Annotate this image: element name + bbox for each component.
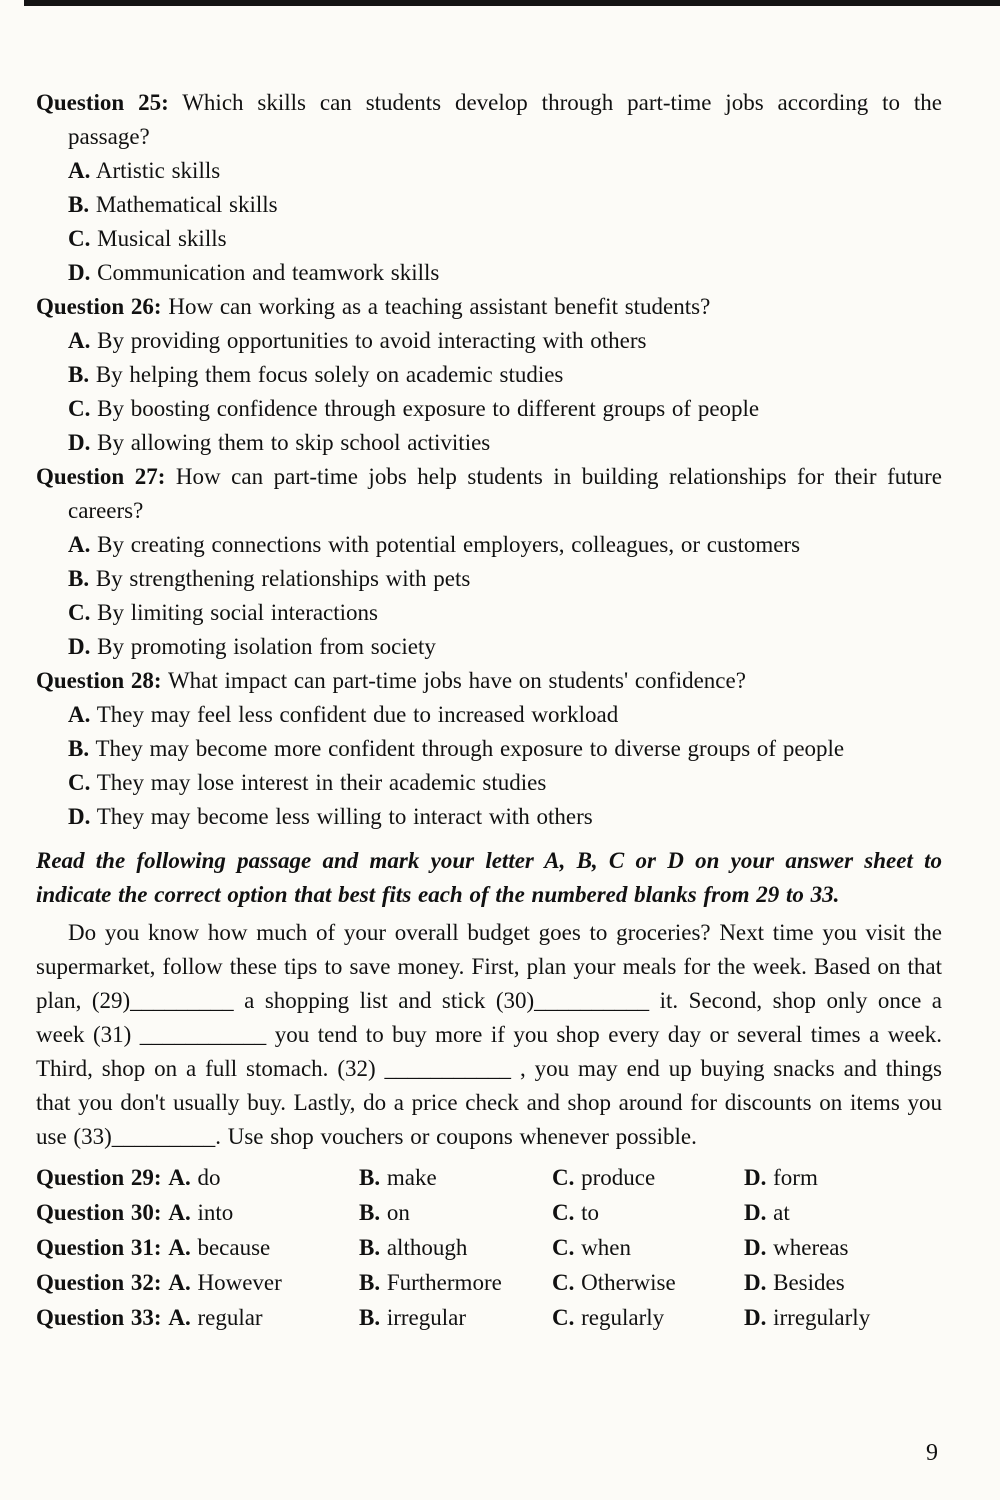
option-text: whereas [773,1235,849,1260]
option-letter: B. [359,1200,381,1225]
option-cell [359,1230,552,1265]
option-cell [552,1300,744,1335]
section-instruction: Read the following passage and mark your letter A, B, C or D on your answer sheet to indicate the correct option that best fits each of the numbered blanks from 29 to 33. [36,848,942,907]
option-letter: D. [744,1235,767,1260]
option-text: do [197,1165,221,1190]
option-text: By promoting isolation from society [97,634,436,659]
question-heading [36,290,942,324]
option-text: make [386,1165,437,1190]
option-text: irregularly [773,1305,871,1330]
option-text: By providing opportunities to avoid interacting with others [97,328,647,353]
question-label: Question 29: [36,1165,162,1190]
option-letter: D. [744,1200,767,1225]
option-cell [744,1160,942,1195]
option-text: By boosting confidence through exposure to different groups of people [97,396,760,421]
blank-question-cell [36,1300,359,1335]
option-text: Furthermore [386,1270,502,1295]
option-row [36,698,942,732]
option-text: into [197,1200,234,1225]
option-letter: A. [168,1165,191,1190]
option-letter: A. [168,1270,191,1295]
question-25 [36,86,942,290]
blank-question-cell [36,1230,359,1265]
option-cell [744,1230,942,1265]
blank-question-cell [36,1160,359,1195]
option-letter: C. [68,600,91,625]
option-row [36,154,942,188]
option-text: because [197,1235,271,1260]
option-letter: C. [552,1200,575,1225]
option-letter: D. [68,430,91,455]
option-row [36,732,942,766]
option-text: regular [197,1305,263,1330]
option-cell [359,1300,552,1335]
option-text: produce [581,1165,656,1190]
exam-page-content [36,86,942,1335]
option-cell [359,1195,552,1230]
blank-question-row [36,1300,942,1335]
option-text: when [581,1235,631,1260]
question-label: Question 28: [36,668,162,693]
option-text: However [197,1270,282,1295]
option-letter: C. [68,396,91,421]
option-row [36,630,942,664]
option-letter: B. [68,192,90,217]
option-letter: C. [68,226,91,251]
option-row [36,256,942,290]
option-letter: B. [359,1305,381,1330]
question-label: Question 30: [36,1200,162,1225]
option-row [36,392,942,426]
option-letter: D. [744,1270,767,1295]
option-text: Besides [773,1270,845,1295]
blank-question-row [36,1160,942,1195]
option-text: at [773,1200,790,1225]
option-text: Mathematical skills [95,192,278,217]
option-row [36,562,942,596]
option-text: form [773,1165,818,1190]
option-letter: B. [68,736,90,761]
question-label: Question 32: [36,1270,162,1295]
question-26 [36,290,942,460]
option-letter: A. [68,702,91,727]
option-letter: D. [68,804,91,829]
option-letter: C. [552,1235,575,1260]
option-text: Artistic skills [95,158,221,183]
page-number: 9 [926,1440,938,1466]
option-letter: D. [68,260,91,285]
option-cell [552,1230,744,1265]
option-letter: B. [68,566,90,591]
option-text: Otherwise [581,1270,676,1295]
option-cell [552,1160,744,1195]
blank-question-row [36,1265,942,1300]
option-text: irregular [386,1305,467,1330]
option-text: Musical skills [97,226,227,251]
option-letter: A. [168,1305,191,1330]
scan-edge-artifact [24,0,1000,6]
question-label: Question 26: [36,294,162,319]
option-letter: B. [359,1270,381,1295]
option-row [36,222,942,256]
question-label: Question 25: [36,90,169,115]
option-letter: D. [68,634,91,659]
option-text: They may lose interest in their academic studies [96,770,547,795]
option-cell [744,1300,942,1335]
blank-question-row [36,1195,942,1230]
option-cell [744,1265,942,1300]
question-text: Which skills can students develop through part-time jobs according to the passage? [68,90,942,149]
option-text: By helping them focus solely on academic studies [95,362,564,387]
option-letter: C. [552,1270,575,1295]
question-label: Question 31: [36,1235,162,1260]
option-letter: A. [168,1200,191,1225]
option-letter: A. [168,1235,191,1260]
option-row [36,800,942,834]
option-text: Communication and teamwork skills [97,260,440,285]
option-cell [552,1195,744,1230]
option-letter: D. [744,1305,767,1330]
option-cell [359,1160,552,1195]
option-text: on [386,1200,410,1225]
option-letter: A. [68,158,91,183]
question-heading [36,460,942,528]
option-text: although [386,1235,468,1260]
question-heading [36,86,942,154]
option-letter: A. [68,328,91,353]
question-text: How can working as a teaching assistant benefit students? [168,294,711,319]
question-label: Question 27: [36,464,166,489]
blank-question-cell [36,1195,359,1230]
question-text: How can part-time jobs help students in building relationships for their future careers? [68,464,942,523]
question-heading [36,664,942,698]
option-cell [744,1195,942,1230]
option-text: They may become more confident through exposure to diverse groups of people [95,736,845,761]
option-row [36,188,942,222]
option-letter: B. [359,1165,381,1190]
blank-options-grid [36,1160,942,1335]
option-text: By allowing them to skip school activities [97,430,491,455]
option-text: By creating connections with potential employers, colleagues, or customers [97,532,801,557]
option-letter: A. [68,532,91,557]
blank-question-cell [36,1265,359,1300]
option-row [36,596,942,630]
option-row [36,528,942,562]
option-letter: B. [359,1235,381,1260]
option-text: regularly [581,1305,665,1330]
question-27 [36,460,942,664]
option-text: They may feel less confident due to increased workload [96,702,619,727]
blank-question-row [36,1230,942,1265]
option-letter: D. [744,1165,767,1190]
question-label: Question 33: [36,1305,162,1330]
option-row [36,324,942,358]
option-text: They may become less willing to interact with others [96,804,593,829]
option-row [36,358,942,392]
option-letter: B. [68,362,90,387]
option-letter: C. [68,770,91,795]
option-row [36,426,942,460]
question-text: What impact can part-time jobs have on students' confidence? [167,668,746,693]
cloze-passage: Do you know how much of your overall budget goes to groceries? Next time you visit the supermarket, follow these tips to save money. First, plan your meals for the week. Based on that plan, (29)_________ a shopping list and stick (30)__________ it. Second, shop only once a week (31) ___________ you tend to buy more if you shop every day or several times a week. Third, shop on a full stomach. (32) ___________ , you may end up buying snacks and things that you don't usually buy. Lastly, do a price check and shop around for discounts on items you use (33)_________. Use shop vouchers or coupons whenever possible. [36,920,942,1149]
option-letter: C. [552,1165,575,1190]
option-text: to [581,1200,600,1225]
option-row [36,766,942,800]
option-text: By strengthening relationships with pets [95,566,471,591]
option-cell [359,1265,552,1300]
option-text: By limiting social interactions [97,600,379,625]
question-28 [36,664,942,834]
option-cell [552,1265,744,1300]
option-letter: C. [552,1305,575,1330]
